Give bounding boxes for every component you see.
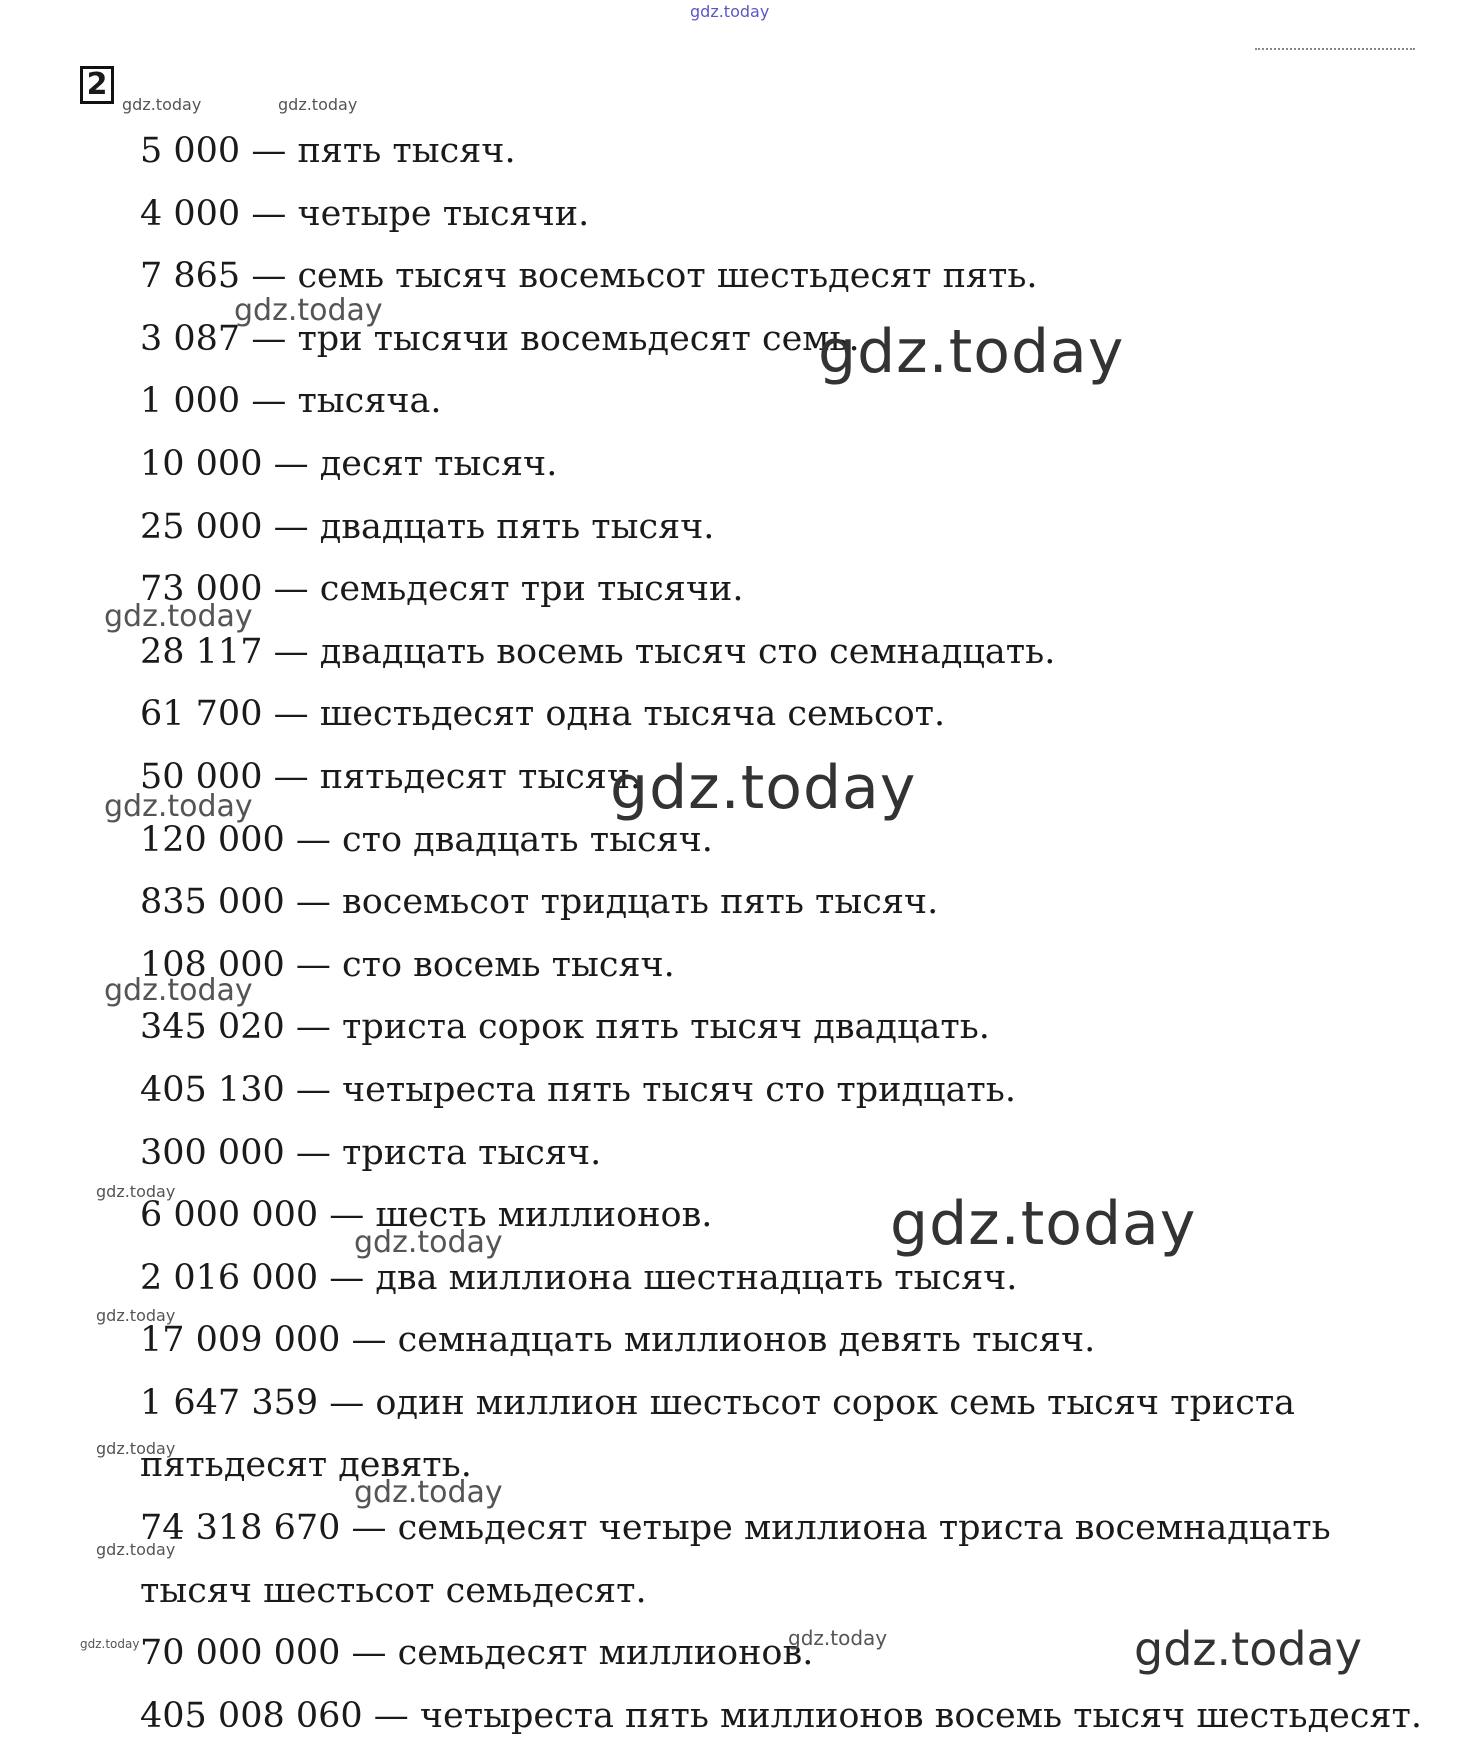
watermark-large: gdz.today bbox=[818, 317, 1125, 387]
answer-line: 2 016 000 — два миллиона шестнадцать тысяч. bbox=[140, 1257, 1018, 1298]
answer-list bbox=[140, 120, 1422, 1747]
watermark: gdz.today bbox=[354, 1475, 503, 1510]
answer-line: 3 087 — три тысячи восемьдесят семь. bbox=[140, 318, 860, 359]
answer-line: 25 000 — двадцать пять тысяч. bbox=[140, 506, 715, 547]
answer-line-continuation: пятьдесят девять. bbox=[140, 1445, 472, 1486]
watermark: gdz.today bbox=[788, 1626, 888, 1650]
page-edge-scrap bbox=[1255, 48, 1415, 54]
answer-line: 6 000 000 — шесть миллионов. bbox=[140, 1195, 713, 1236]
watermark-large: gdz.today bbox=[610, 753, 917, 823]
answer-line: 1 647 359 — один миллион шестьсот сорок семь тысяч триста bbox=[140, 1382, 1296, 1423]
answer-line-continuation: тысяч шестьсот семьдесят. bbox=[140, 1570, 647, 1611]
answer-line: 345 020 — триста сорок пять тысяч двадцать. bbox=[140, 1007, 990, 1048]
answer-line: 1 000 — тысяча. bbox=[140, 381, 442, 422]
answer-line: 300 000 — триста тысяч. bbox=[140, 1132, 602, 1173]
answer-line: 28 117 — двадцать восемь тысяч сто семнадцать. bbox=[140, 631, 1056, 672]
answer-line: 5 000 — пять тысяч. bbox=[140, 131, 516, 171]
answer-line: 7 865 — семь тысяч восемьсот шестьдесят пять. bbox=[140, 256, 1038, 297]
answer-line: 50 000 — пятьдесят тысяч. bbox=[140, 756, 642, 797]
answer-line: 835 000 — восемьсот тридцать пять тысяч. bbox=[140, 882, 939, 923]
watermark: gdz.today bbox=[354, 1225, 503, 1260]
watermark: gdz.today bbox=[96, 1439, 176, 1458]
watermark: gdz.today bbox=[104, 599, 253, 634]
watermark: gdz.today bbox=[104, 789, 253, 824]
answer-line: 74 318 670 — семьдесят четыре миллиона триста восемнадцать bbox=[140, 1508, 1331, 1549]
watermark: gdz.today bbox=[96, 1540, 176, 1559]
answer-line: 405 130 — четыреста пять тысяч сто тридцать. bbox=[140, 1069, 1016, 1110]
answer-line: 120 000 — сто двадцать тысяч. bbox=[140, 819, 713, 860]
watermark: gdz.today bbox=[104, 973, 253, 1008]
answer-line: 10 000 — десят тысяч. bbox=[140, 443, 558, 484]
watermark: gdz.today bbox=[122, 95, 202, 114]
answer-line: 70 000 000 — семьдесят миллионов. bbox=[140, 1633, 814, 1674]
answer-line: 61 700 — шестьдесят одна тысяча семьсот. bbox=[140, 694, 946, 735]
answer-line: 73 000 — семьдесят три тысячи. bbox=[140, 569, 744, 610]
task-number-box: 2 bbox=[80, 66, 114, 104]
watermark-large: gdz.today bbox=[890, 1189, 1197, 1259]
watermark-top: gdz.today bbox=[690, 2, 770, 21]
answer-line: 17 009 000 — семнадцать миллионов девять тысяч. bbox=[140, 1320, 1096, 1361]
watermark: gdz.today bbox=[96, 1306, 176, 1325]
answer-line: 4 000 — четыре тысячи. bbox=[140, 193, 590, 234]
watermark: gdz.today bbox=[80, 1637, 140, 1651]
watermark: gdz.today bbox=[278, 95, 358, 114]
answer-line: 108 000 — сто восемь тысяч. bbox=[140, 944, 675, 985]
watermark-large: gdz.today bbox=[1134, 1622, 1362, 1676]
watermark: gdz.today bbox=[234, 293, 383, 328]
answer-line: 405 008 060 — четыреста пять миллионов восемь тысяч шестьдесят. bbox=[140, 1695, 1423, 1736]
watermark: gdz.today bbox=[96, 1182, 176, 1201]
